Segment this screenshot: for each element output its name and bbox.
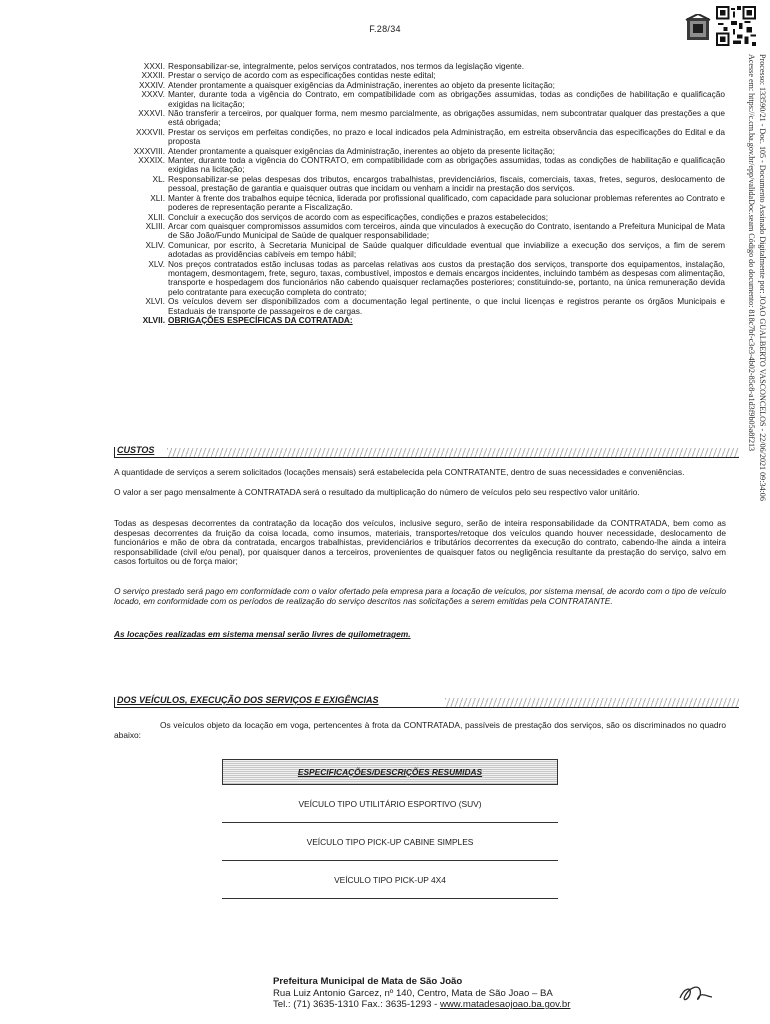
custos-paragraph-3: Todas as despesas decorrentes da contratação da locação dos veículos, inclusive seguro, serão de inteira responsabilidade da CONTRATADA, bem como as despesas decorrentes da fruição da coisa locada, como insumos, materiais, transportes/retoque dos veículos quando houver necessidade, deslocamento de funcionários e mão de obra da contratada, encargos trabalhistas, previdenciários e tributários decorrentes da execução do contrato, cabendo-lhe ainda a inteira responsabilidade (civil e/ou penal), por quaisquer danos a terceiros, provenientes de quaisquer fatos ou negligência resultante da prestação do serviço, salvo em casos fortuitos ou de força maior;: [114, 518, 726, 567]
table-row: VEÍCULO TIPO PICK-UP CABINE SIMPLES: [222, 823, 558, 861]
item-text: Prestar o serviço de acordo com as especificações contidas neste edital;: [168, 70, 436, 81]
item-text: OBRIGAÇÕES ESPECÍFICAS DA COTRATADA:: [168, 314, 353, 325]
list-item: [100, 128, 725, 147]
item-number: XXXV.: [141, 89, 165, 100]
item-number: XL.: [152, 173, 165, 184]
list-item: [100, 222, 725, 241]
list-item-specific-obligations: [100, 316, 725, 325]
coat-of-arms-seal: [684, 14, 712, 44]
item-number: XXXI.: [143, 61, 165, 71]
list-item: [100, 90, 725, 109]
item-number: XXXII.: [141, 70, 165, 81]
table-header: ESPECIFICAÇÕES/DESCRIÇÕES RESUMIDAS: [222, 759, 558, 785]
footer-phone: Tel.: (71) 3635-1310 Fax.: 3635-1293 -: [273, 999, 440, 1011]
item-text: Comunicar, por escrito, à Secretaria Municipal de Saúde qualquer dificuldade eventual que inviabilize a execução dos serviços, a fim de serem adotadas as providências cabíveis em tempo hábil;: [168, 239, 725, 260]
item-text: Nos preços contratados estão inclusas todas as parcelas relativas aos custos da prestação dos serviços, transporte dos equipamentos, instalação, montagem, desmontagem, frete, seguro, taxas, combustível, impostos e demais encargos incidentes, incluindo também as despesas com alimentação, transporte e hospedagem dos funcionários não cabendo quaisquer reclamações posteriores; constituindo-se, portanto, na única remuneração devida pelo contratante para execução completa do contrato;: [168, 258, 725, 297]
heading-hatch: [445, 698, 739, 707]
heading-hatch: [167, 448, 739, 457]
page-number: F.28/34: [369, 24, 401, 34]
stamp-line-1: Processo: 133590/21 - Doc. 105 - Documento Assinado Digitalmente por: JOAO GUALBERTO VASCONCELOS - 22/06/2021 09:34:06: [758, 54, 767, 501]
item-number: XLVI.: [145, 296, 165, 307]
item-text: Arcar com quaisquer compromissos assumidos com terceiros, ainda que vinculados à execução do Contrato, isentando a Prefeitura Municipal de Mata de São João/Fundo Municipal de Saúde de qualquer responsabilidade;: [168, 220, 725, 241]
custos-paragraph-2: O valor a ser pago mensalmente à CONTRATADA será o resultado da multiplicação do número de veículos pelo seu respectivo valor unitário.: [114, 487, 640, 497]
digital-signature-stamp: [728, 54, 768, 574]
item-number: XXXIV.: [139, 79, 165, 90]
footer: [273, 976, 673, 1011]
item-number: XLIV.: [145, 239, 165, 250]
stamp-line-2: Acesse em: https://c.cm.ba.gov.br/epp/validaDoc.seam Código do documento: 818c7bf-c3e3-4b02-85c8-a1d3f9b05a8f213: [747, 54, 756, 452]
custos-paragraph-1: A quantidade de serviços a serem solicitados (locações mensais) será estabelecida pela CONTRATANTE, dentro de suas necessidades e conveniências.: [114, 467, 685, 477]
obligations-list: [100, 62, 725, 325]
list-item: [100, 260, 725, 298]
list-item: [100, 156, 725, 175]
list-item: [100, 297, 725, 316]
item-text: Não transferir a terceiros, por qualquer forma, nem mesmo parcialmente, as obrigações assumidas, nem subcontratar qualquer das prestações a que está obrigada;: [168, 108, 725, 128]
item-number: XLI.: [150, 192, 165, 203]
item-number: XLIII.: [145, 220, 165, 231]
item-text: Atender prontamente a quaisquer exigências da Administração, inerentes ao objeto da presente licitação;: [168, 145, 555, 156]
footer-org-name: Prefeitura Municipal de Mata de São João: [273, 976, 463, 987]
section-title: CUSTOS: [117, 445, 155, 455]
item-text: Atender prontamente a quaisquer exigências da Administração, inerentes ao objeto da presente licitação;: [168, 79, 555, 90]
item-text: Responsabilizar-se pelas despesas dos tributos, encargos trabalhistas, previdenciários, fiscais, comerciais, taxas, fretes, seguros, deslocamento de pessoal, prestação de garantia e quaisquer outras que incidam ou venham a incidir na prestação dos serviços.: [168, 173, 725, 194]
section-title: DOS VEÍCULOS, EXECUÇÃO DOS SERVIÇOS E EXIGÊNCIAS: [117, 695, 379, 705]
item-text: Os veículos devem ser disponibilizados com a documentação legal pertinente, o que inclui licenças e registros perante os órgãos Municipais e Estaduais de transporte de passageiros e de cargas.: [168, 296, 725, 316]
footer-address: Rua Luiz Antonio Garcez, nº 140, Centro, Mata de São Joao – BA: [273, 987, 553, 999]
item-text: Concluir a execução dos serviços de acordo com as especificações, condições e prazos estabelecidos;: [168, 211, 549, 222]
table-row: VEÍCULO TIPO UTILITÁRIO ESPORTIVO (SUV): [222, 785, 558, 823]
item-text: Manter à frente dos trabalhos equipe técnica, liderada por profissional qualificado, com capacidade para solucionar problemas referentes ao Contrato e poderes de representação perante a Fiscalização.: [168, 192, 725, 213]
qr-code: [716, 6, 756, 46]
item-number: XXXVII.: [135, 126, 165, 137]
item-number: XXXVI.: [138, 108, 165, 119]
item-number: XLVII.: [142, 314, 165, 325]
item-text: Manter, durante toda a vigência do Contrato, em compatibilidade com as obrigações assumidas, todas as condições de habilitação e qualificação exigidas na licitação;: [168, 89, 725, 109]
item-text: Responsabilizar-se, integralmente, pelos serviços contratados, nos termos da legislação vigente.: [168, 61, 525, 71]
item-number: XXXIX.: [138, 155, 165, 166]
section-heading-custos: [114, 447, 739, 458]
list-item: [100, 194, 725, 213]
item-number: XLV.: [148, 258, 165, 269]
list-item: [100, 175, 725, 194]
custos-paragraph-4: O serviço prestado será pago em conformidade com o valor ofertado pela empresa para a locação de veículos, por sistema mensal, de acordo com o tipo de veículo locado, em conformidade com os períodos de realização do serviço descritos nas solicitações a serem emitidas pela CONTRATANTE.: [114, 586, 726, 606]
footer-contact: [273, 999, 673, 1011]
handwritten-signature: [676, 980, 716, 1006]
item-text: Prestar os serviços em perfeitas condições, no prazo e local indicados pela Administração, em estreita observância das especificações do Edital e da proposta: [168, 126, 725, 147]
list-item: [100, 241, 725, 260]
section-heading-veiculos: [114, 697, 739, 708]
item-text: Manter, durante toda a vigência do CONTRATO, em compatibilidade com as obrigações assumidas, todas as condições de habilitação e qualificação exigidas na licitação;: [168, 155, 725, 175]
item-number: XLII.: [147, 211, 165, 222]
custos-paragraph-5: As locações realizadas em sistema mensal serão livres de quilometragem.: [114, 629, 411, 639]
list-item: [100, 109, 725, 128]
veiculos-intro: Os veículos objeto da locação em voga, pertencentes à frota da CONTRATADA, passíveis de prestação dos serviços, são os discriminados no quadro abaixo:: [114, 720, 726, 740]
table-row: VEÍCULO TIPO PICK-UP 4X4: [222, 861, 558, 899]
footer-website-link[interactable]: www.matadesaojoao.ba.gov.br: [439, 999, 571, 1011]
vehicle-table: [222, 759, 558, 899]
item-number: XXXVIII.: [133, 145, 165, 156]
